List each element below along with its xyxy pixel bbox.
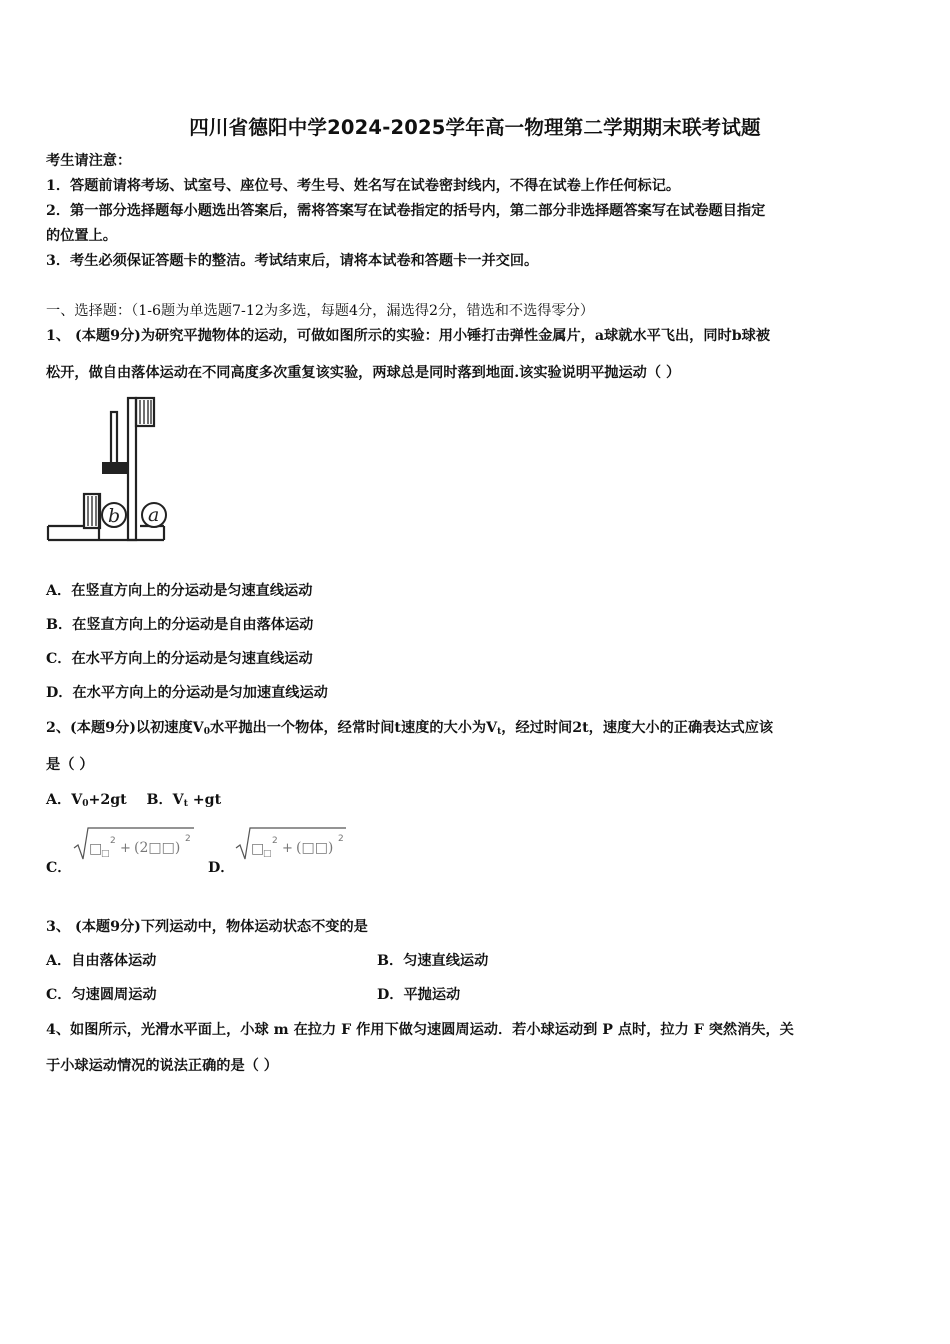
q2-text-line1	[46, 719, 773, 741]
formula-d-exp2: 2	[338, 834, 344, 844]
sqrt-formula-c	[72, 826, 196, 862]
formula-c-exp2: 2	[185, 834, 191, 844]
q3-text: 3、 (本题9分)下列运动中，物体运动状态不变的是	[46, 919, 368, 935]
page-title: 四川省德阳中学2024-2025学年高一物理第二学期期末联考试题	[189, 116, 761, 139]
q2-option-b[interactable]	[146, 792, 221, 808]
q2-option-a-text-b: +2gt	[88, 792, 127, 808]
q3-option-b[interactable]: B．匀速直线运动	[377, 953, 489, 969]
q2-sub-0: 0	[203, 727, 210, 737]
formula-c-exp: 2	[110, 836, 116, 846]
q2-option-b-text: V	[172, 792, 184, 808]
q2-option-a[interactable]	[46, 792, 127, 808]
q3-option-d[interactable]: D．平抛运动	[377, 987, 461, 1003]
q2-text-line2: 是（ ）	[46, 757, 94, 773]
formula-c-paren: (2□□)	[134, 840, 181, 856]
q1-experiment-figure	[44, 394, 172, 550]
formula-c-sub: □	[101, 849, 110, 859]
formula-d-exp: 2	[272, 836, 278, 846]
section-heading: 一、选择题：（1-6题为单选题7-12为多选，每题4分，漏选得2分，错选和不选得零分）	[46, 303, 595, 319]
q2-options-ab	[46, 791, 221, 813]
formula-d-box: □	[251, 841, 265, 857]
q2-option-b-sub: t	[183, 799, 188, 809]
notice-item-3: 3．考生必须保证答题卡的整洁。考试结束后，请将本试卷和答题卡一并交回。	[46, 253, 539, 269]
q2-option-a-text: V	[71, 792, 83, 808]
ball-b-label: b	[108, 505, 121, 527]
notice-item-2-cont: 的位置上。	[46, 228, 117, 244]
q2-option-b-text-b: +gt	[187, 792, 222, 808]
notice-item-1: 1．答题前请将考场、试室号、座位号、考生号、姓名写在试卷密封线内，不得在试卷上作任何标记。	[46, 178, 681, 194]
q2-option-d-formula[interactable]	[234, 826, 350, 860]
sqrt-formula-d	[234, 826, 350, 862]
q2-option-c-label[interactable]: C．	[46, 860, 72, 876]
q1-text-line1: 1、 (本题9分)为研究平抛物体的运动，可做如图所示的实验：用小锤打击弹性金属片，a球就水平飞出，同时b球被	[46, 328, 771, 344]
q2-text-b: 水平抛出一个物体，经常时间t速度的大小为V	[209, 720, 498, 736]
formula-c-box: □	[89, 841, 103, 857]
q1-option-a[interactable]: A．在竖直方向上的分运动是匀速直线运动	[46, 583, 313, 599]
notice-heading: 考生请注意：	[46, 153, 132, 169]
q4-text-line2: 于小球运动情况的说法正确的是（ ）	[46, 1058, 278, 1074]
q1-text-line2: 松开，做自由落体运动在不同高度多次重复该实验，两球总是同时落到地面.该实验说明平抛运动（ ）	[46, 365, 681, 381]
q2-option-a-sub: 0	[82, 799, 89, 809]
q3-option-c[interactable]: C．匀速圆周运动	[46, 987, 157, 1003]
q2-option-c-formula[interactable]	[72, 826, 196, 860]
q2-sub-t: t	[497, 727, 502, 737]
ball-a-label: a	[148, 504, 160, 526]
notice-item-2: 2．第一部分选择题每小题选出答案后，需将答案写在试卷指定的括号内，第二部分非选择题答案写在试卷题目指定	[46, 203, 766, 219]
formula-d-sub: □	[263, 849, 272, 859]
q1-option-c[interactable]: C．在水平方向上的分运动是匀速直线运动	[46, 651, 313, 667]
formula-d-plus: +	[282, 841, 293, 856]
formula-c-plus: +	[120, 841, 131, 856]
apparatus-diagram	[44, 394, 172, 550]
q4-text-line1: 4、如图所示，光滑水平面上，小球 m 在拉力 F 作用下做匀速圆周运动．若小球运动到 P 点时，拉力 F 突然消失，关	[46, 1022, 794, 1038]
q2-option-a-label: A．	[46, 792, 72, 808]
q2-option-b-label: B．	[146, 792, 173, 808]
q2-text-a: 2、(本题9分)以初速度V	[46, 720, 204, 736]
q3-option-a[interactable]: A．自由落体运动	[46, 953, 157, 969]
q1-option-d[interactable]: D．在水平方向上的分运动是匀加速直线运动	[46, 685, 328, 701]
q1-option-b[interactable]: B．在竖直方向上的分运动是自由落体运动	[46, 617, 314, 633]
formula-d-paren: (□□)	[296, 840, 334, 856]
q2-text-c: ，经过时间2t，速度大小的正确表达式应该	[501, 720, 774, 736]
q2-option-d-label[interactable]: D．	[208, 860, 235, 876]
